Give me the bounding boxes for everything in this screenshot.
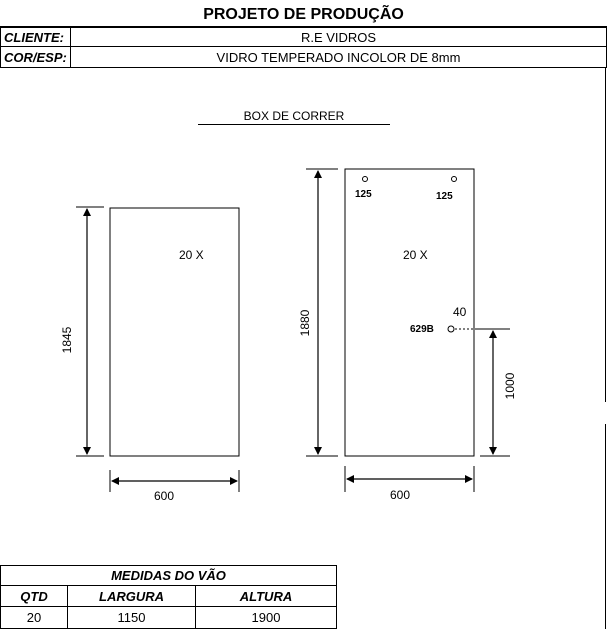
left-quantity-label: 20 X	[179, 248, 204, 262]
right-border-lower	[605, 424, 606, 629]
handle-code-label: 629B	[410, 324, 434, 335]
hole-left-marker	[363, 177, 368, 182]
color-label: COR/ESP:	[0, 46, 71, 68]
project-title: PROJETO DE PRODUÇÃO	[0, 3, 607, 27]
right-height-label: 1880	[298, 309, 312, 337]
client-label: CLIENTE:	[0, 27, 71, 47]
table-cell-qtd: 20	[0, 606, 68, 629]
left-width-label: 600	[153, 489, 175, 503]
hole-right-marker	[452, 177, 457, 182]
handle-hole-marker	[448, 326, 454, 332]
hole-left-label: 125	[355, 189, 372, 200]
table-title: MEDIDAS DO VÃO	[0, 565, 337, 586]
table-header-qtd: QTD	[0, 585, 68, 607]
table-header-largura: LARGURA	[67, 585, 196, 607]
color-value: VIDRO TEMPERADO INCOLOR DE 8mm	[70, 46, 607, 68]
hole-right-label: 125	[436, 191, 453, 202]
table-cell-altura: 1900	[195, 606, 337, 629]
table-cell-largura: 1150	[67, 606, 196, 629]
right-width-label: 600	[389, 488, 411, 502]
client-value: R.E VIDROS	[70, 27, 607, 47]
left-glass-panel	[110, 208, 239, 456]
left-height-label: 1845	[60, 326, 74, 354]
right-quantity-label: 20 X	[403, 248, 428, 262]
handle-offset-label: 40	[453, 305, 467, 319]
table-header-altura: ALTURA	[195, 585, 337, 607]
handle-height-label: 1000	[503, 372, 517, 400]
drawing-subtitle: BOX DE CORRER	[198, 109, 390, 125]
right-border-upper	[605, 68, 606, 402]
